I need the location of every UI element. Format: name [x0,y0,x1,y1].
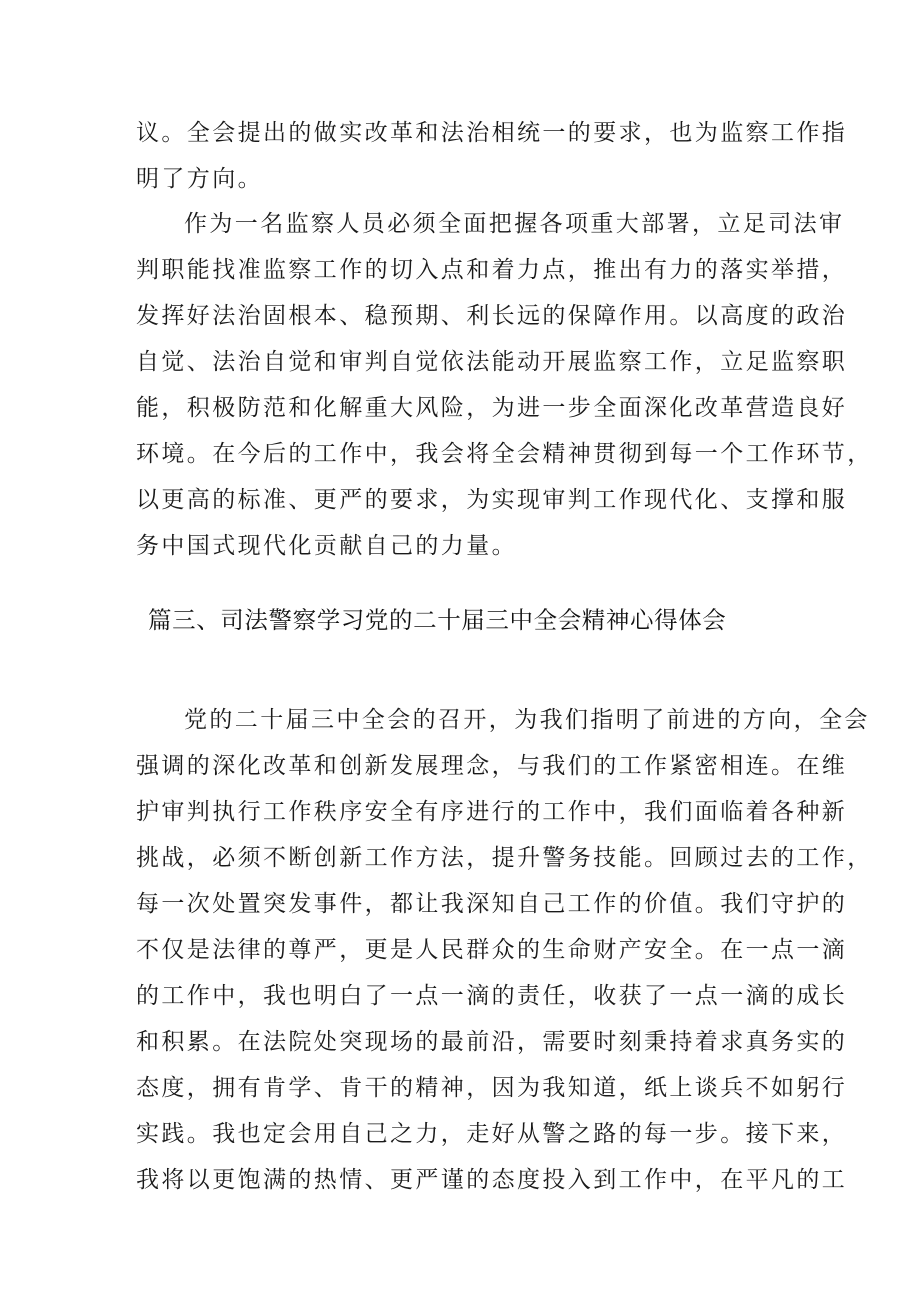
paragraph-3-line: 强调的深化改革和创新发展理念，与我们的工作紧密相连。在维 [136,753,848,779]
paragraph-2-line: 作为一名监察人员必须全面把握各项重大部署，立足司法审 [184,211,845,237]
paragraph-3-line: 每一次处置突发事件，都让我深知自己工作的价值。我们守护的 [136,891,848,917]
paragraph-3-line: 和积累。在法院处突现场的最前沿，需要时刻秉持着求真务实的 [136,1029,848,1055]
paragraph-2-line: 判职能找准监察工作的切入点和着力点，推出有力的落实举措， [136,257,848,283]
paragraph-3-line: 挑战，必须不断创新工作方法，提升警务技能。回顾过去的工作， [136,845,873,871]
paragraph-3-line: 我将以更饱满的热情、更严谨的态度投入到工作中，在平凡的工 [136,1167,848,1193]
paragraph-2-line: 能，积极防范和化解重大风险，为进一步全面深化改革营造良好 [136,395,848,421]
paragraph-3-line: 不仅是法律的尊严，更是人民群众的生命财产安全。在一点一滴 [136,937,848,963]
paragraph-2-line: 以更高的标准、更严的要求，为实现审判工作现代化、支撑和服 [136,487,848,513]
paragraph-3-line: 的工作中，我也明白了一点一滴的责任，收获了一点一滴的成长 [136,983,848,1009]
paragraph-3-line: 实践。我也定会用自己之力，走好从警之路的每一步。接下来， [136,1121,848,1147]
paragraph-3-line: 护审判执行工作秩序安全有序进行的工作中，我们面临着各种新 [136,799,848,825]
section-heading: 篇三、司法警察学习党的二十届三中全会精神心得体会 [148,606,727,634]
paragraph-2-line: 环境。在今后的工作中，我会将全会精神贯彻到每一个工作环节， [136,441,873,467]
paragraph-2-line: 发挥好法治固根本、稳预期、利长远的保障作用。以高度的政治 [136,303,848,329]
paragraph-3-line: 态度，拥有肯学、肯干的精神，因为我知道，纸上谈兵不如躬行 [136,1075,848,1101]
paragraph-1-line: 明了方向。 [136,166,263,192]
paragraph-2-line: 务中国式现代化贡献自己的力量。 [136,533,517,559]
paragraph-3-line: 党的二十届三中全会的召开，为我们指明了前进的方向，全会 [184,707,870,733]
paragraph-1-line: 议。全会提出的做实改革和法治相统一的要求，也为监察工作指 [136,120,848,146]
paragraph-2-line: 自觉、法治自觉和审判自觉依法能动开展监察工作，立足监察职 [136,349,848,375]
